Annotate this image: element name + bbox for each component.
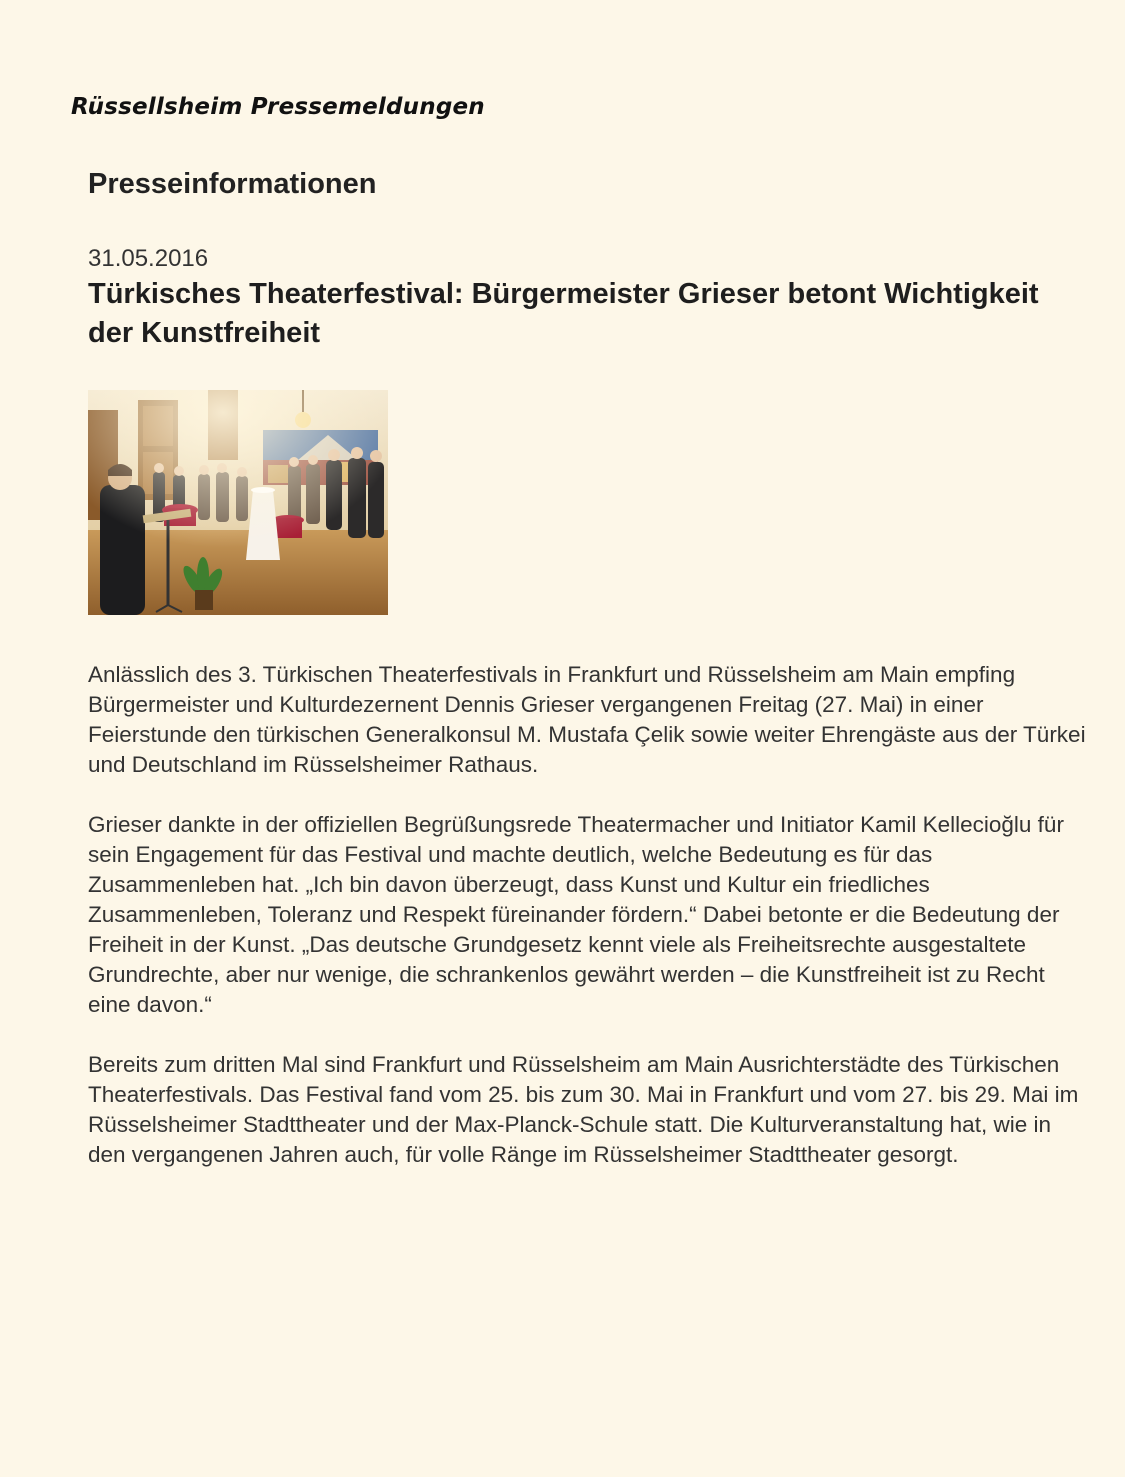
article-paragraph-1: Anlässlich des 3. Türkischen Theaterfestivals in Frankfurt und Rüsselsheim am Main empfing Bürgermeister und Kulturdezernent Dennis Grieser vergangenen Freitag (27. Mai) in einer Feierstunde den türkischen Generalkonsul M. Mustafa Çelik sowie weiter Ehrengäste aus der Türkei und Deutschland im Rüsselsheimer Rathaus. [88, 662, 1086, 777]
page-header-title: Rüssellsheim Pressemeldungen [71, 94, 485, 120]
section-heading: Presseinformationen [88, 168, 377, 200]
reception-photo-illustration [88, 390, 388, 615]
article-date: 31.05.2016 [88, 245, 209, 272]
article-body [88, 660, 1088, 1200]
article-title[interactable]: Türkisches Theaterfestival: Bürgermeister Grieser betont Wichtigkeit der Kunstfreiheit [88, 278, 1039, 349]
article-paragraph-3: Bereits zum dritten Mal sind Frankfurt und Rüsselsheim am Main Ausrichterstädte des Türkischen Theaterfestivals. Das Festival fand vom 25. bis zum 30. Mai in Frankfurt und vom 27. bis 29. Mai im Rüsselsheimer Stadttheater und der Max-Planck-Schule statt. Die Kulturveranstaltung hat, wie in den vergangenen Jahren auch, für volle Ränge im Rüsselsheimer Stadttheater gesorgt. [88, 1052, 1079, 1167]
article-paragraph-2: Grieser dankte in der offiziellen Begrüßungsrede Theatermacher und Initiator Kamil Kellecioğlu für sein Engagement für das Festival und machte deutlich, welche Bedeutung es für das Zusammenleben hat. „Ich bin davon überzeugt, dass Kunst und Kultur ein friedliches Zusammenleben, Toleranz und Respekt füreinander fördern.“ Dabei betonte er die Bedeutung der Freiheit in der Kunst. „Das deutsche Grundgesetz kennt viele als Freiheitsrechte ausgestaltete Grundrechte, aber nur wenige, die schrankenlos gewährt werden – die Kunstfreiheit ist zu Recht eine davon.“ [88, 812, 1064, 1017]
article-photo[interactable] [88, 390, 388, 615]
